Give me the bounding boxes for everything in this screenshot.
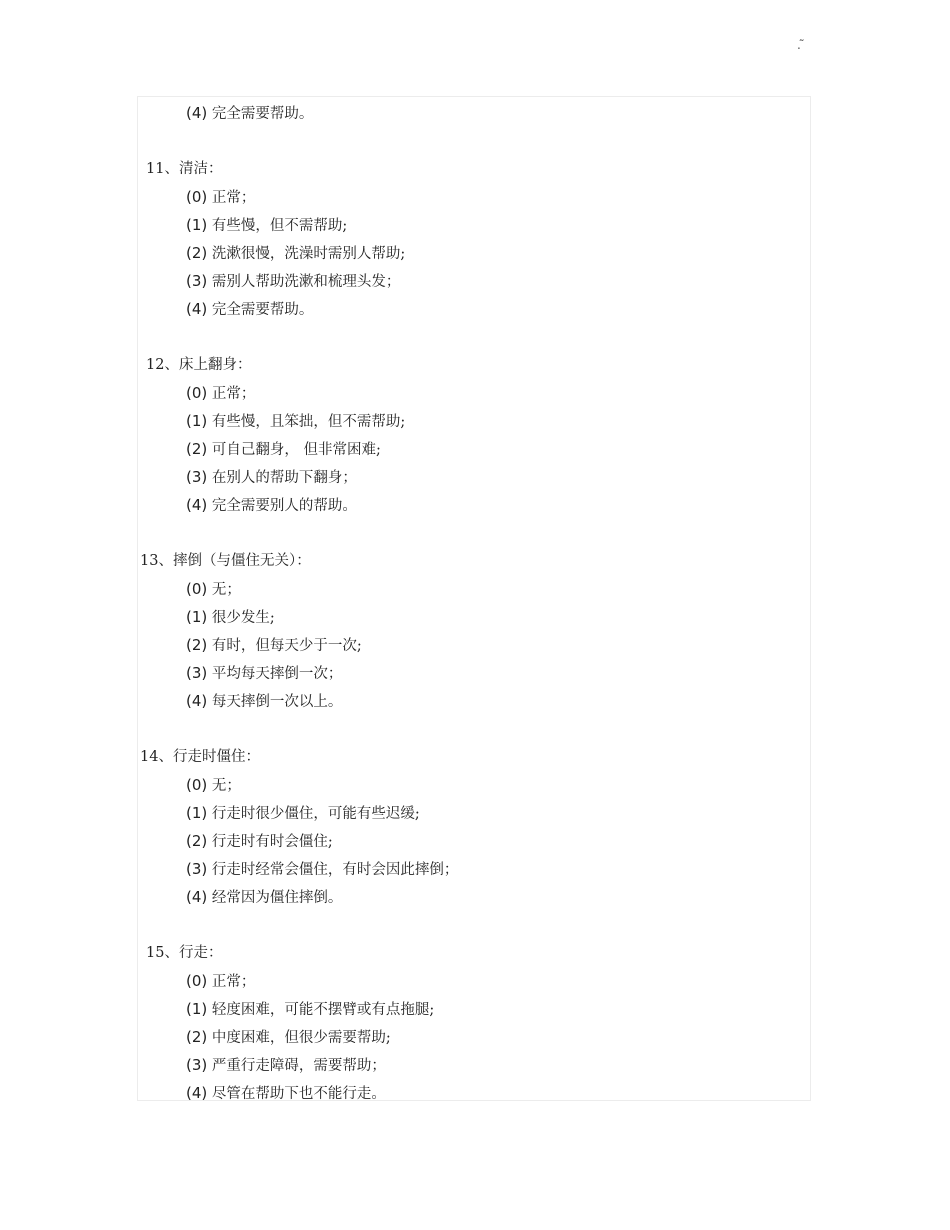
option-item bbox=[186, 99, 313, 127]
option-item bbox=[186, 799, 420, 827]
section-heading: 11、清洁： bbox=[146, 161, 223, 177]
option-item bbox=[186, 239, 405, 267]
option-item bbox=[186, 295, 313, 323]
option-item bbox=[186, 463, 357, 491]
corner-mark: . ̃ bbox=[797, 38, 805, 52]
option-code: (3) bbox=[186, 664, 208, 682]
option-item bbox=[186, 491, 357, 519]
option-text: 正常； bbox=[211, 386, 256, 402]
option-item bbox=[186, 267, 400, 295]
option-code: (3) bbox=[186, 860, 208, 878]
option-code: (1) bbox=[186, 608, 208, 626]
option-item bbox=[186, 771, 241, 799]
option-text: 无； bbox=[211, 582, 241, 598]
option-text: 需别人帮助洗漱和梳理头发； bbox=[211, 274, 401, 290]
option-code: (1) bbox=[186, 804, 208, 822]
option-text: 经常因为僵住摔倒。 bbox=[211, 890, 343, 906]
option-text: 有些慢，但不需帮助; bbox=[211, 218, 348, 234]
option-item bbox=[186, 1051, 386, 1079]
option-text: 有时，但每天少于一次; bbox=[211, 638, 362, 654]
option-item bbox=[186, 575, 241, 603]
option-text: 中度困难，但很少需要帮助; bbox=[211, 1030, 391, 1046]
option-text: 正常； bbox=[211, 190, 256, 206]
option-code: (0) bbox=[186, 188, 208, 206]
option-text: 完全需要帮助。 bbox=[211, 106, 314, 122]
option-code: (0) bbox=[186, 776, 208, 794]
option-text: 轻度困难，可能不摆臂或有点拖腿; bbox=[211, 1002, 435, 1018]
option-text: 完全需要别人的帮助。 bbox=[211, 498, 357, 514]
option-code: (2) bbox=[186, 832, 208, 850]
option-item bbox=[186, 183, 255, 211]
section-heading: 12、床上翻身： bbox=[146, 357, 252, 373]
option-text: 可自己翻身， 但非常困难; bbox=[211, 442, 381, 458]
option-code: (0) bbox=[186, 580, 208, 598]
option-item bbox=[186, 435, 381, 463]
option-item bbox=[186, 995, 434, 1023]
option-item bbox=[186, 211, 347, 239]
option-text: 很少发生; bbox=[211, 610, 275, 626]
option-item bbox=[186, 407, 405, 435]
option-text: 尽管在帮助下也不能行走。 bbox=[211, 1086, 386, 1102]
option-code: (2) bbox=[186, 1028, 208, 1046]
option-text: 有些慢，且笨拙，但不需帮助; bbox=[211, 414, 406, 430]
option-text: 行走时很少僵住，可能有些迟缓; bbox=[211, 806, 420, 822]
option-item bbox=[186, 883, 342, 911]
option-text: 平均每天摔倒一次； bbox=[211, 666, 343, 682]
option-code: (4) bbox=[186, 692, 208, 710]
option-code: (1) bbox=[186, 216, 208, 234]
option-item bbox=[186, 1023, 391, 1051]
option-code: (1) bbox=[186, 1000, 208, 1018]
option-item bbox=[186, 659, 342, 687]
option-code: (3) bbox=[186, 272, 208, 290]
section-heading: 13、摔倒（与僵住无关）： bbox=[140, 553, 311, 569]
option-text: 严重行走障碍，需要帮助； bbox=[211, 1058, 386, 1074]
option-item bbox=[186, 687, 342, 715]
option-item bbox=[186, 827, 333, 855]
option-text: 洗漱很慢，洗澡时需别人帮助; bbox=[211, 246, 406, 262]
option-code: (0) bbox=[186, 384, 208, 402]
option-code: (4) bbox=[186, 300, 208, 318]
option-code: (1) bbox=[186, 412, 208, 430]
option-text: 正常； bbox=[211, 974, 256, 990]
section-heading: 14、行走时僵住： bbox=[140, 749, 260, 765]
section-heading: 15、行走： bbox=[146, 945, 223, 961]
option-code: (2) bbox=[186, 244, 208, 262]
option-code: (3) bbox=[186, 1056, 208, 1074]
option-text: 行走时有时会僵住; bbox=[211, 834, 333, 850]
option-code: (2) bbox=[186, 636, 208, 654]
option-code: (4) bbox=[186, 1084, 208, 1102]
option-item bbox=[186, 603, 275, 631]
option-item bbox=[186, 967, 255, 995]
option-code: (4) bbox=[186, 496, 208, 514]
option-code: (3) bbox=[186, 468, 208, 486]
option-item bbox=[186, 631, 362, 659]
document-content bbox=[137, 96, 811, 1101]
option-item bbox=[186, 855, 458, 883]
option-text: 行走时经常会僵住，有时会因此摔倒； bbox=[211, 862, 459, 878]
option-text: 在别人的帮助下翻身； bbox=[211, 470, 357, 486]
option-code: (4) bbox=[186, 104, 208, 122]
option-code: (2) bbox=[186, 440, 208, 458]
option-text: 完全需要帮助。 bbox=[211, 302, 314, 318]
option-item bbox=[186, 379, 255, 407]
option-text: 每天摔倒一次以上。 bbox=[211, 694, 343, 710]
option-item bbox=[186, 1079, 386, 1107]
option-code: (0) bbox=[186, 972, 208, 990]
option-text: 无； bbox=[211, 778, 241, 794]
option-code: (4) bbox=[186, 888, 208, 906]
